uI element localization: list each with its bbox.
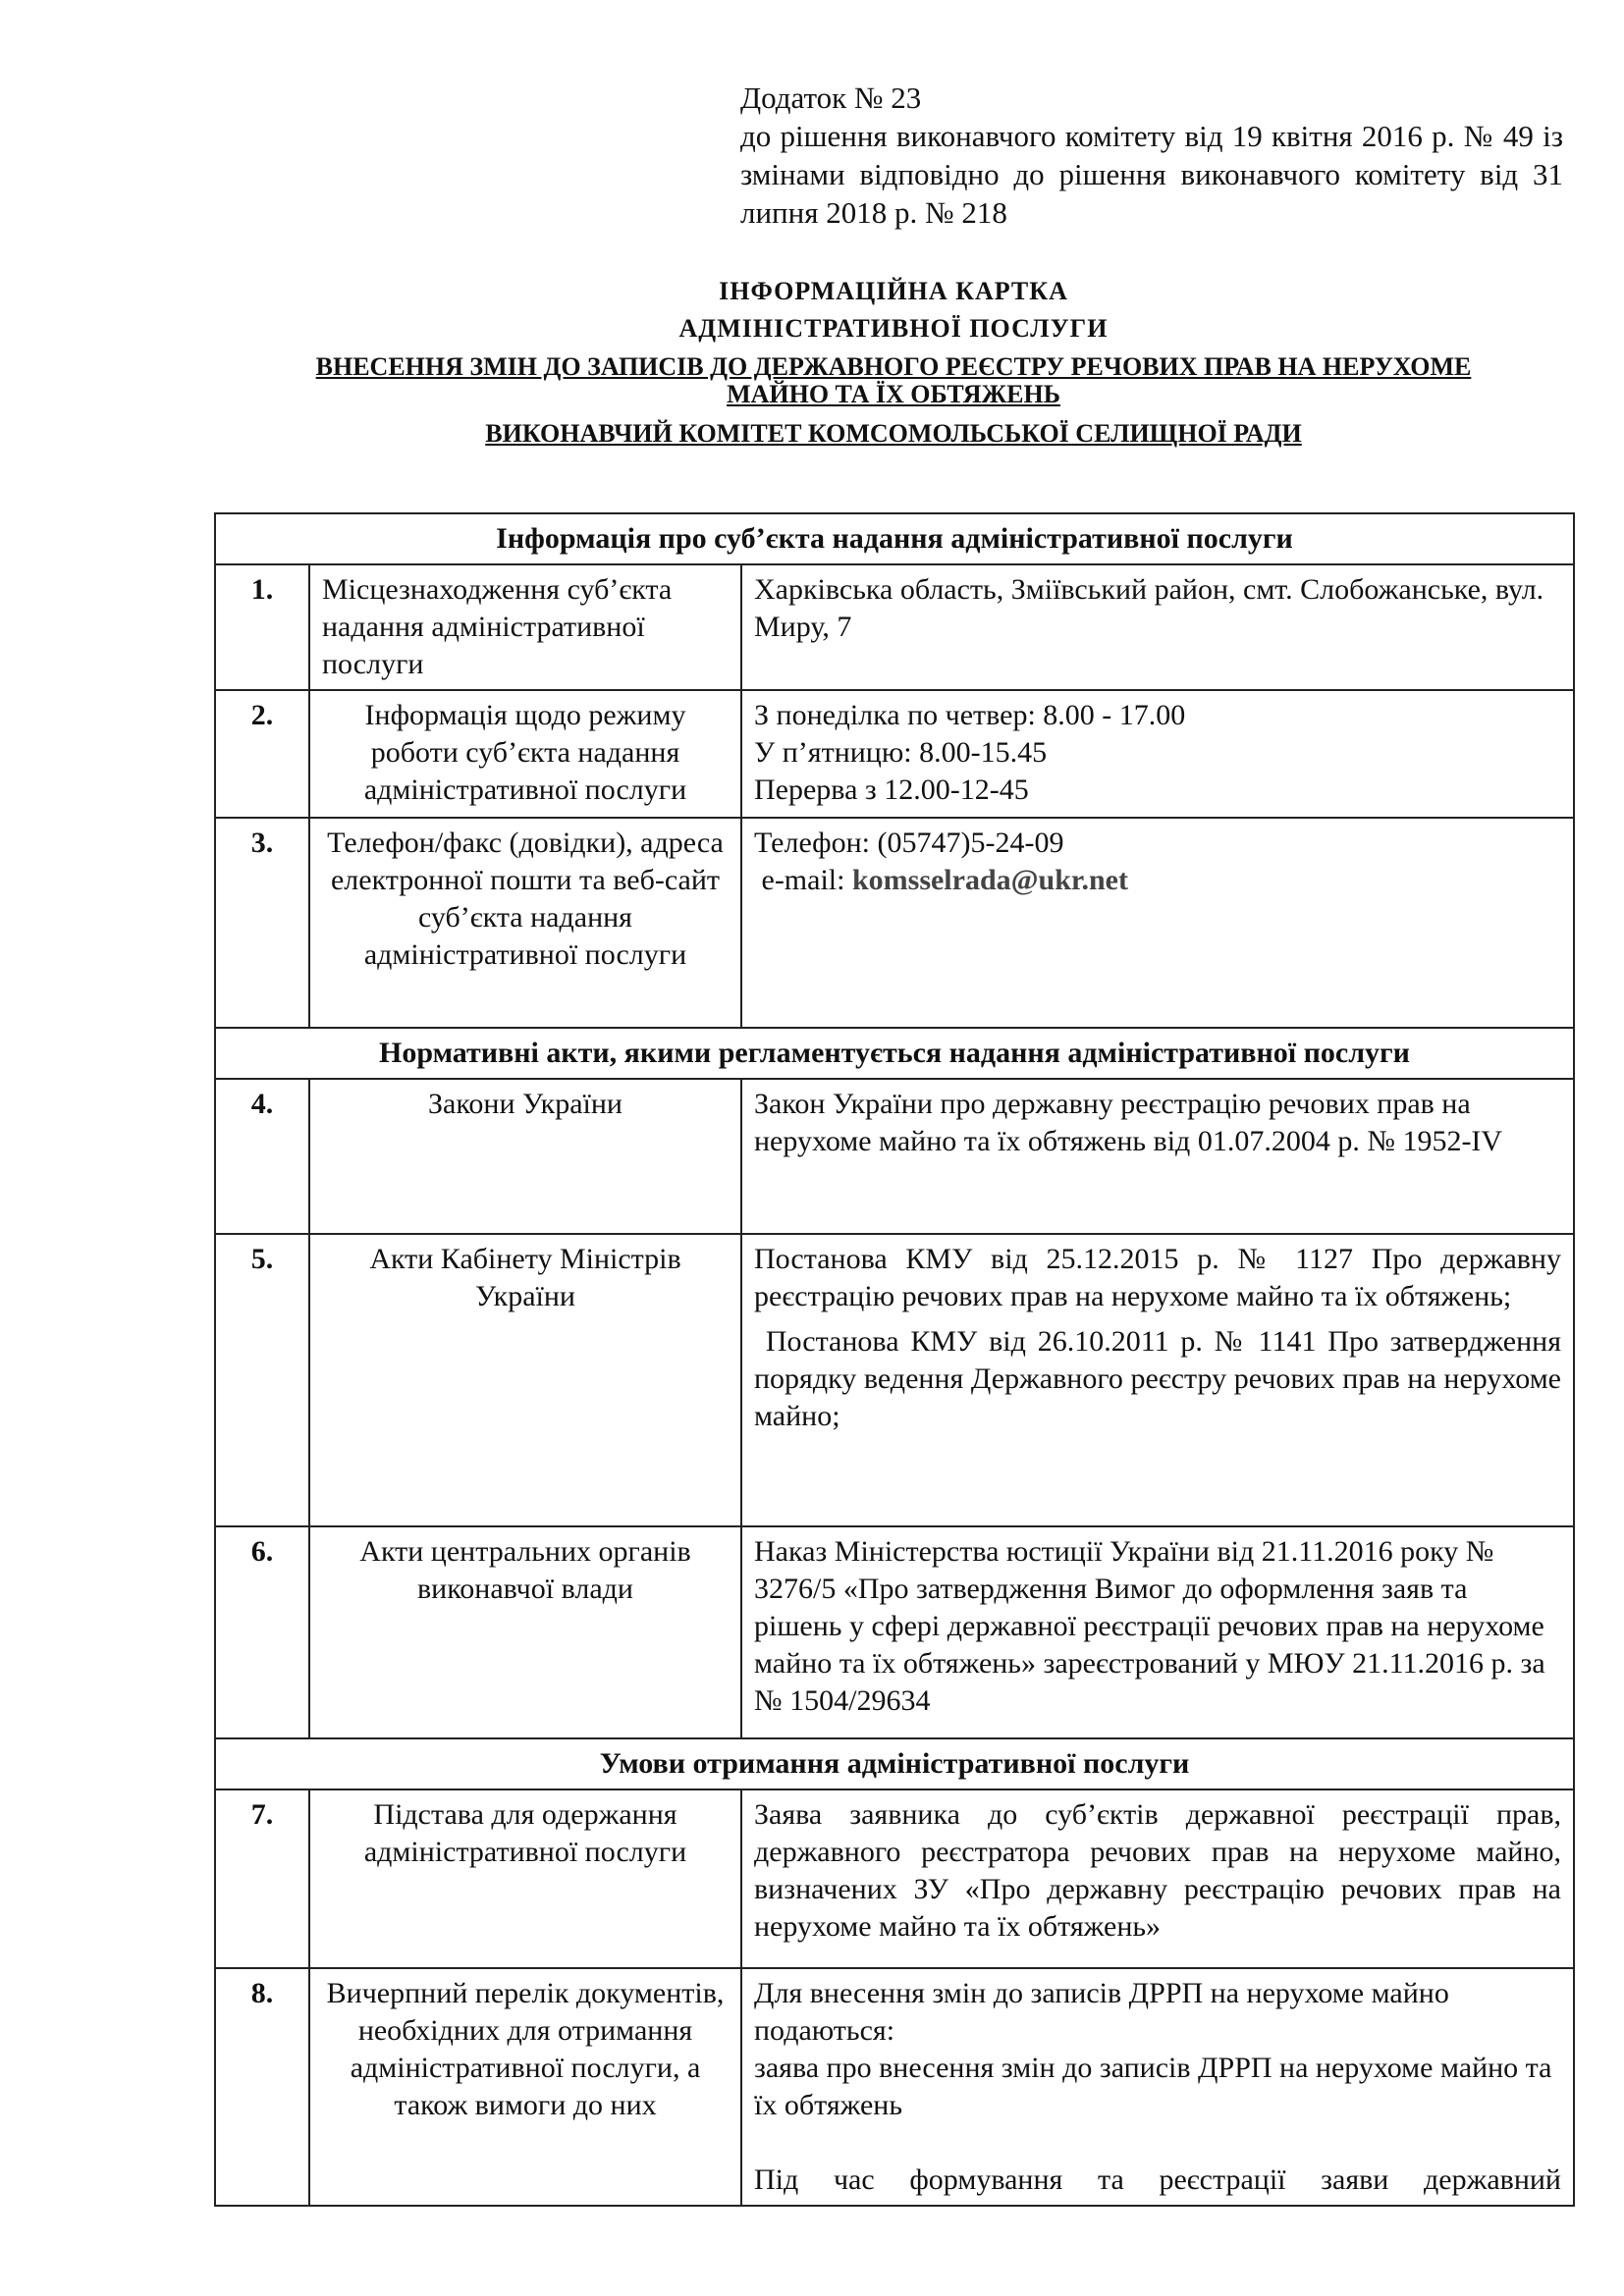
value-text: Під час формування та реєстрації заяви державний [754,2163,1561,2196]
row-label: Вичерпний перелік документів, необхідних для отримання адміністративної послуги, а також вимоги до них [309,1968,741,2206]
value-text: У п’ятницю: 8.00-15.45 [754,736,1048,769]
section-header-row [215,1738,1574,1789]
row-label: Акти Кабінету Міністрів України [309,1234,741,1526]
value-text: Закон України про державну реєстрацію речових прав на нерухоме майно та їх обтяжень від 01.07.2004 р. № 1952-IV [754,1088,1503,1157]
email-label: e-mail: [754,864,852,896]
row-label: Підстава для одержання адміністративної послуги [309,1789,741,1968]
value-text: Постанова КМУ від 25.12.2015 р. № 1127 Про державну реєстрацію речових прав на нерухоме майно та їх обтяжень; [754,1243,1561,1312]
table-row [215,1789,1574,1968]
table-row [215,1526,1574,1738]
email-line [754,862,1561,899]
section-conditions: Умови отримання адміністративної послуги [215,1738,1574,1789]
email-link[interactable]: komsselrada@ukr.net [851,864,1128,896]
appendix-note [740,79,1563,232]
section-header-row [215,513,1574,564]
row-value [741,564,1574,690]
row-value [741,1234,1574,1526]
row-number: 4. [215,1079,309,1234]
table-row [215,690,1574,818]
value-text: Наказ Міністерства юстиції України від 21.11.2016 року № 3276/5 «Про затвердження Вимог до оформлення заяв та рішень у сфері державної реєстрації речових прав на нерухоме майно та їх обтяжень» зареєстрований у МЮУ 21.11.2016 р. за № 1504/29634 [754,1535,1545,1717]
service-name-line2: МАЙНО ТА ЇХ ОБТЯЖЕНЬ [727,380,1060,408]
section-header-row [215,1028,1574,1079]
row-label: Закони України [309,1079,741,1234]
row-number: 7. [215,1789,309,1968]
value-text: З понеділка по четвер: 8.00 - 17.00 [754,699,1186,731]
row-value [741,818,1574,1028]
appendix-number: Додаток № 23 [740,80,922,115]
provider-name: ВИКОНАВЧИЙ КОМІТЕТ КОМСОМОЛЬСЬКОЇ СЕЛИЩНОЇ РАДИ [485,419,1302,448]
row-value [741,1526,1574,1738]
table-row [215,1968,1574,2206]
value-text: Харківська область, Зміївський район, смт. Слобожанське, вул. Миру, 7 [754,573,1544,643]
table-row [215,1079,1574,1234]
row-value [741,1079,1574,1234]
row-label: Місцезнаходження суб’єкта надання адміністративної послуги [309,564,741,690]
row-label: Телефон/факс (довідки), адреса електронної пошти та веб-сайт суб’єкта надання адміністративної послуги [309,818,741,1028]
value-text: Для внесення змін до записів ДРРП на нерухоме майно подаються: [754,1977,1449,2047]
row-number: 6. [215,1526,309,1738]
row-label: Акти центральних органів виконавчої влади [309,1526,741,1738]
value-text: заява про внесення змін до записів ДРРП на нерухоме майно та їх обтяжень [754,2052,1552,2121]
section-normative-acts: Нормативні акти, якими регламентується надання адміністративної послуги [215,1028,1574,1079]
row-number: 3. [215,818,309,1028]
table-row [215,564,1574,690]
row-label: Інформація щодо режиму роботи суб’єкта надання адміністративної послуги [309,690,741,818]
appendix-decision: до рішення виконавчого комітету від 19 квітня 2016 р. № 49 із змінами відповідно до рішення виконавчого комітету від 31 липня 2018 р. № 218 [740,119,1563,230]
service-name-line1: ВНЕСЕННЯ ЗМІН ДО ЗАПИСІВ ДО ДЕРЖАВНОГО РЕЄСТРУ РЕЧОВИХ ПРАВ НА НЕРУХОМЕ [315,352,1472,381]
table-row [215,818,1574,1028]
card-title: ІНФОРМАЦІЙНА КАРТКА [719,277,1068,305]
phone-text: Телефон: (05747)5-24-09 [754,827,1064,859]
row-number: 2. [215,690,309,818]
row-number: 8. [215,1968,309,2206]
section-subject-info: Інформація про суб’єкта надання адміністративної послуги [215,513,1574,564]
value-text: Постанова КМУ від 26.10.2011 р. № 1141 Про затвердження порядку ведення Державного реєстру речових прав на нерухоме майно; [754,1325,1569,1432]
row-value [741,690,1574,818]
info-card-table [214,512,1575,2207]
value-text: Перерва з 12.00-12-45 [754,774,1029,806]
row-value [741,1968,1574,2206]
document-headings [157,273,1624,448]
value-text: Заява заявника до суб’єктів державної реєстрації прав, державного реєстратора речових прав на нерухоме майно, визначених ЗУ «Про державну реєстрацію речових прав на нерухоме майно та їх обтяжень» [754,1798,1561,1943]
row-number: 5. [215,1234,309,1526]
card-subtitle: АДМІНІСТРАТИВНОЇ ПОСЛУГИ [678,314,1109,343]
row-number: 1. [215,564,309,690]
table-row [215,1234,1574,1526]
row-value [741,1789,1574,1968]
